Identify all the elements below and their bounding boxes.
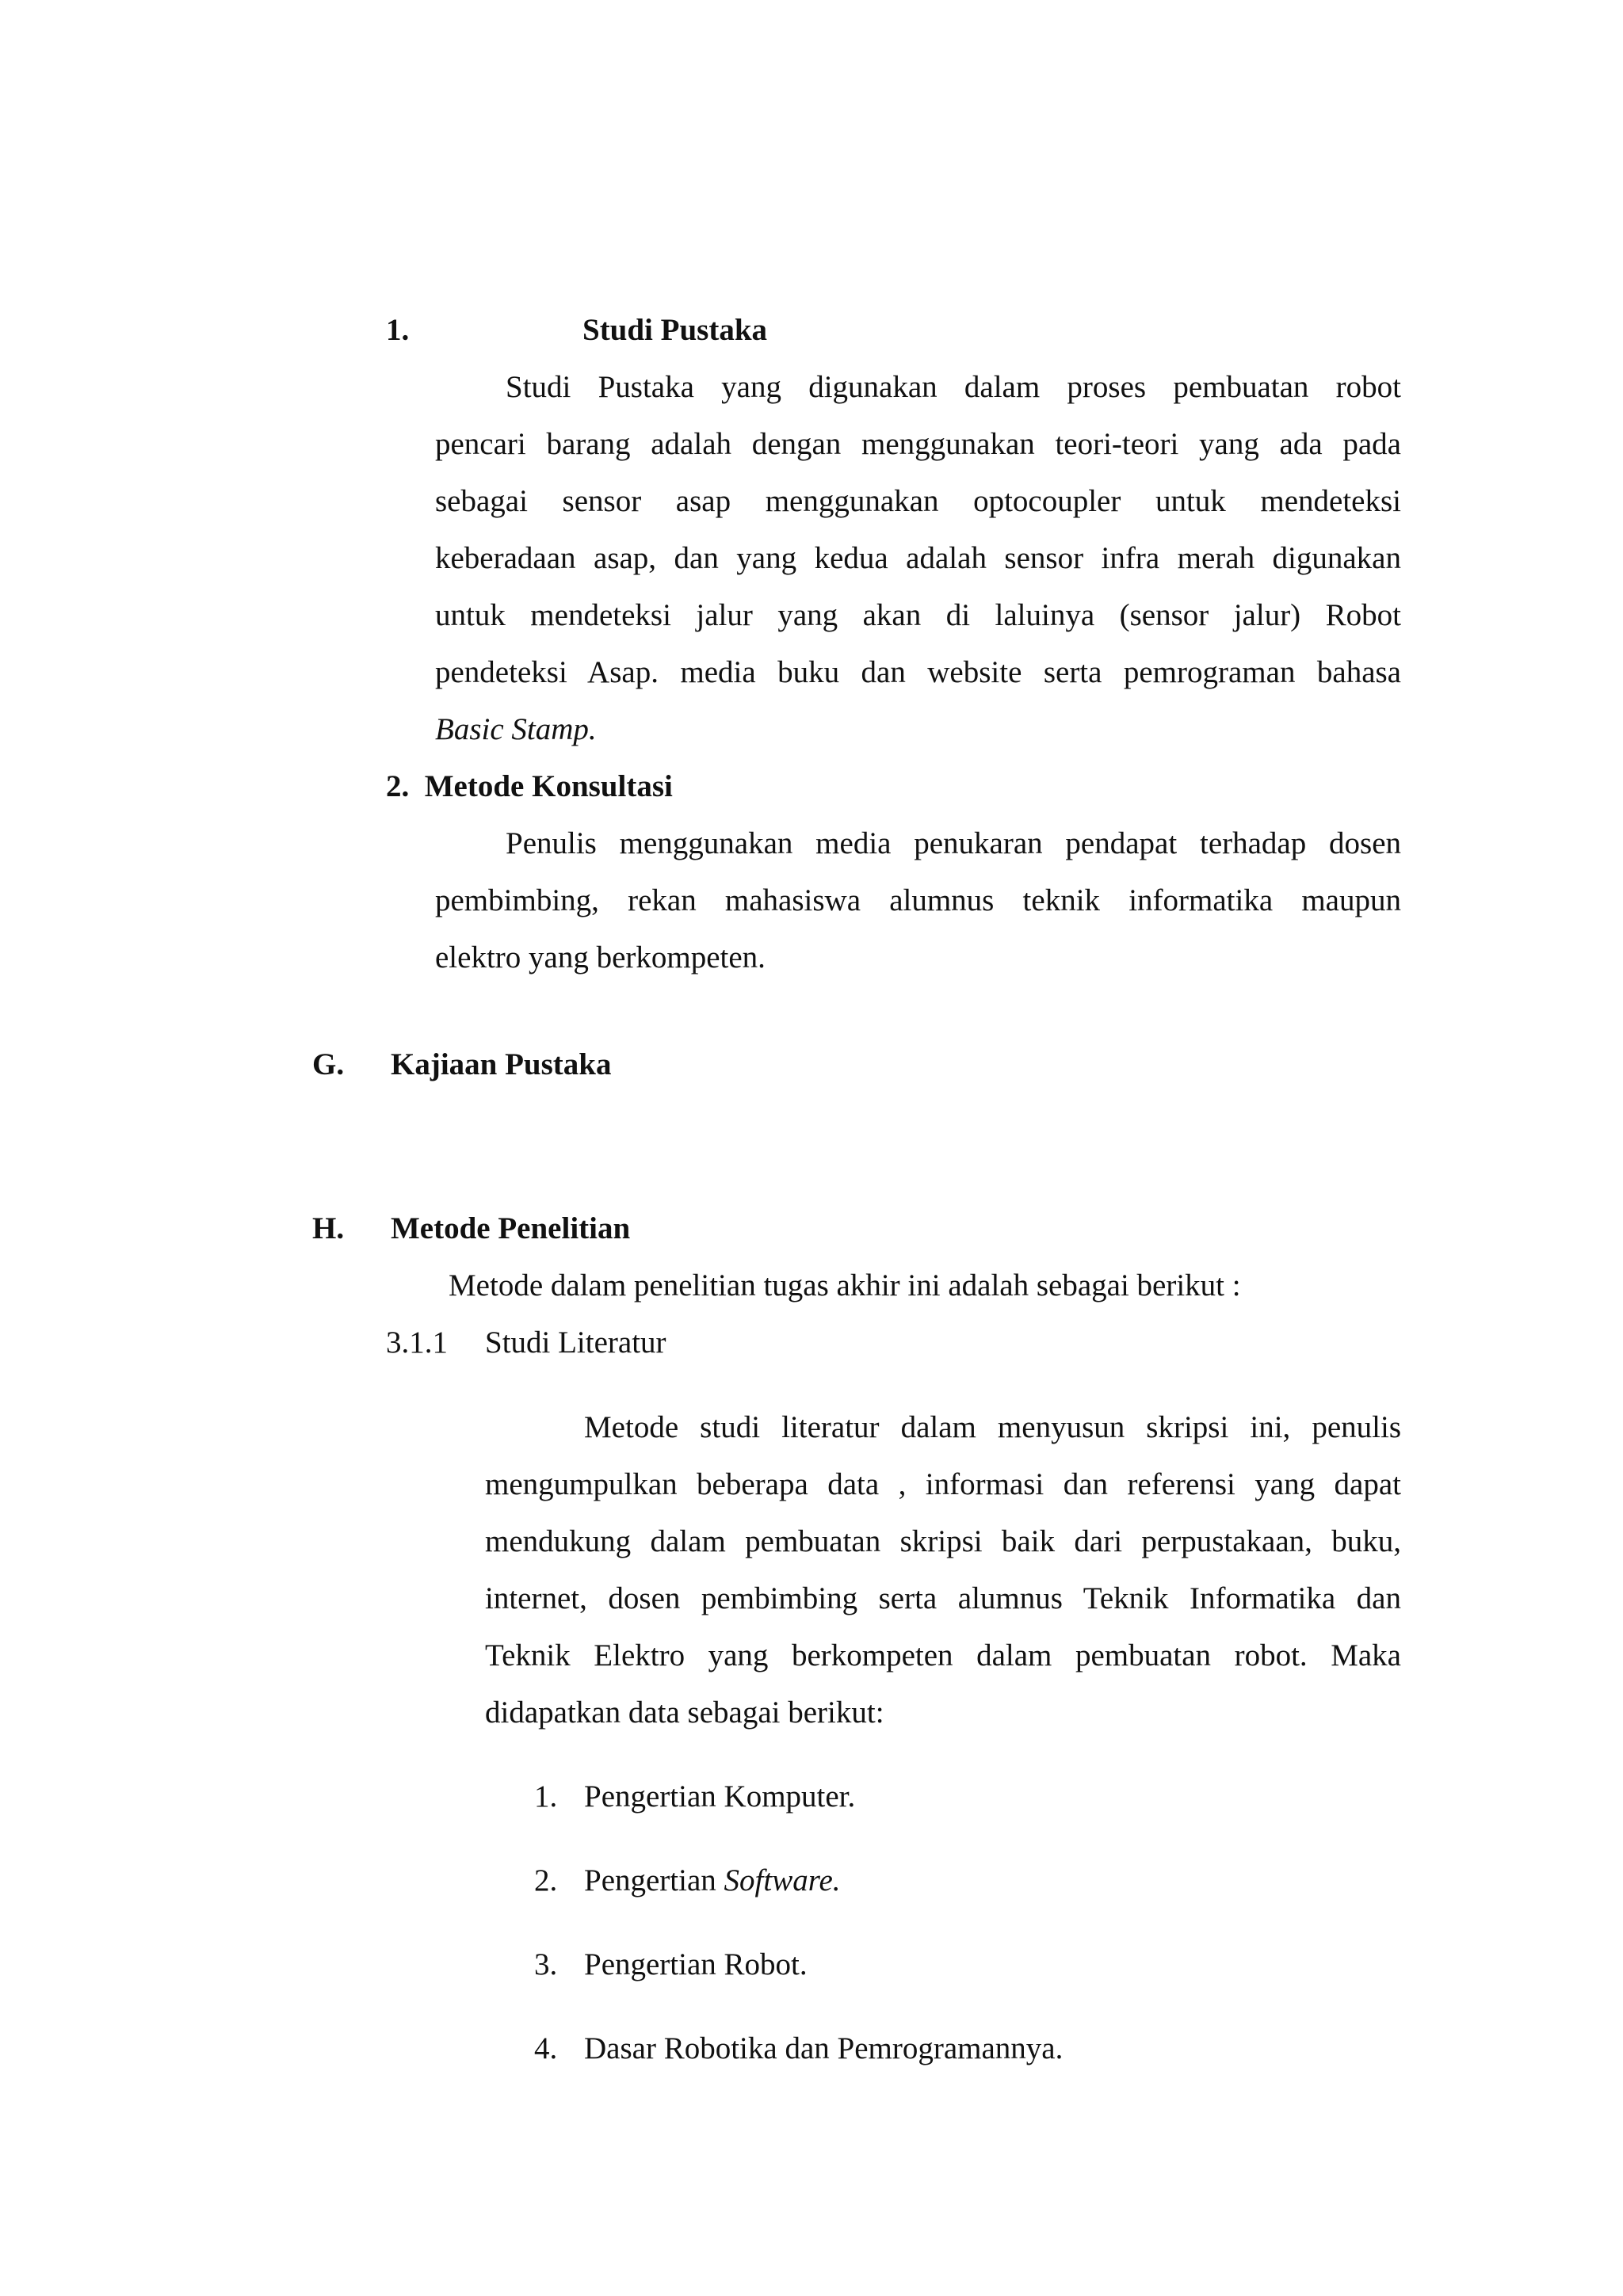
list-item-text: Pengertian: [584, 1863, 724, 1897]
list-item: [584, 2030, 1063, 2068]
section-title: Metode Penelitian: [391, 1211, 631, 1245]
paragraph-line: Studi Pustaka yang digunakan dalam proses pembuatan robot: [506, 370, 1401, 404]
list-item-text: Dasar Robotika dan Pemrogramannya.: [584, 2031, 1064, 2065]
section-title: Kajiaan Pustaka: [391, 1047, 612, 1081]
list-number: 1.: [534, 1779, 558, 1814]
intro-line: Metode dalam penelitian tugas akhir ini adalah sebagai berikut :: [449, 1268, 1241, 1302]
paragraph-line: mendukung dalam pembuatan skripsi baik dari perpustakaan, buku,: [485, 1524, 1401, 1558]
section-number: 1.: [386, 313, 410, 347]
paragraph-line: mengumpulkan beberapa data , informasi dan referensi yang dapat: [485, 1467, 1401, 1501]
paragraph-line: elektro yang berkompeten.: [435, 940, 766, 974]
paragraph-line: Penulis menggunakan media penukaran pendapat terhadap dosen: [506, 826, 1401, 860]
subsection-title: Studi Literatur: [485, 1325, 666, 1360]
paragraph-line: pembimbing, rekan mahasiswa alumnus teknik informatika maupun: [435, 883, 1401, 917]
paragraph-line: Metode studi literatur dalam menyusun skripsi ini, penulis: [584, 1410, 1401, 1444]
paragraph-line: internet, dosen pembimbing serta alumnus Teknik Informatika dan: [485, 1581, 1401, 1615]
list-item: [584, 1778, 855, 1816]
section-letter: H.: [312, 1211, 345, 1245]
paragraph-line: pendeteksi Asap. media buku dan website serta pemrograman bahasa: [435, 655, 1401, 689]
section-title: Studi Pustaka: [582, 313, 768, 347]
list-item-text: Pengertian Robot.: [584, 1947, 808, 1981]
section-letter: G.: [312, 1047, 345, 1081]
list-number: 4.: [534, 2031, 558, 2065]
paragraph-line: Basic Stamp.: [435, 712, 597, 746]
list-item: [584, 1862, 841, 1900]
list-item-emphasis: Software.: [724, 1863, 841, 1897]
paragraph-line: didapatkan data sebagai berikut:: [485, 1695, 884, 1730]
paragraph-line: untuk mendeteksi jalur yang akan di laluinya (sensor jalur) Robot: [435, 598, 1401, 632]
list-item: [584, 1946, 808, 1984]
list-number: 3.: [534, 1947, 558, 1981]
paragraph-line: pencari barang adalah dengan menggunakan teori-teori yang ada pada: [435, 427, 1401, 461]
subsection-number: 3.1.1: [386, 1325, 448, 1360]
list-number: 2.: [534, 1863, 558, 1897]
list-item-text: Pengertian Komputer.: [584, 1779, 856, 1814]
paragraph-line: Teknik Elektro yang berkompeten dalam pembuatan robot. Maka: [485, 1638, 1401, 1672]
paragraph-line: sebagai sensor asap menggunakan optocoupler untuk mendeteksi: [435, 484, 1401, 518]
section-heading: 2. Metode Konsultasi: [386, 769, 673, 803]
paragraph-line: keberadaan asap, dan yang kedua adalah sensor infra merah digunakan: [435, 541, 1401, 575]
